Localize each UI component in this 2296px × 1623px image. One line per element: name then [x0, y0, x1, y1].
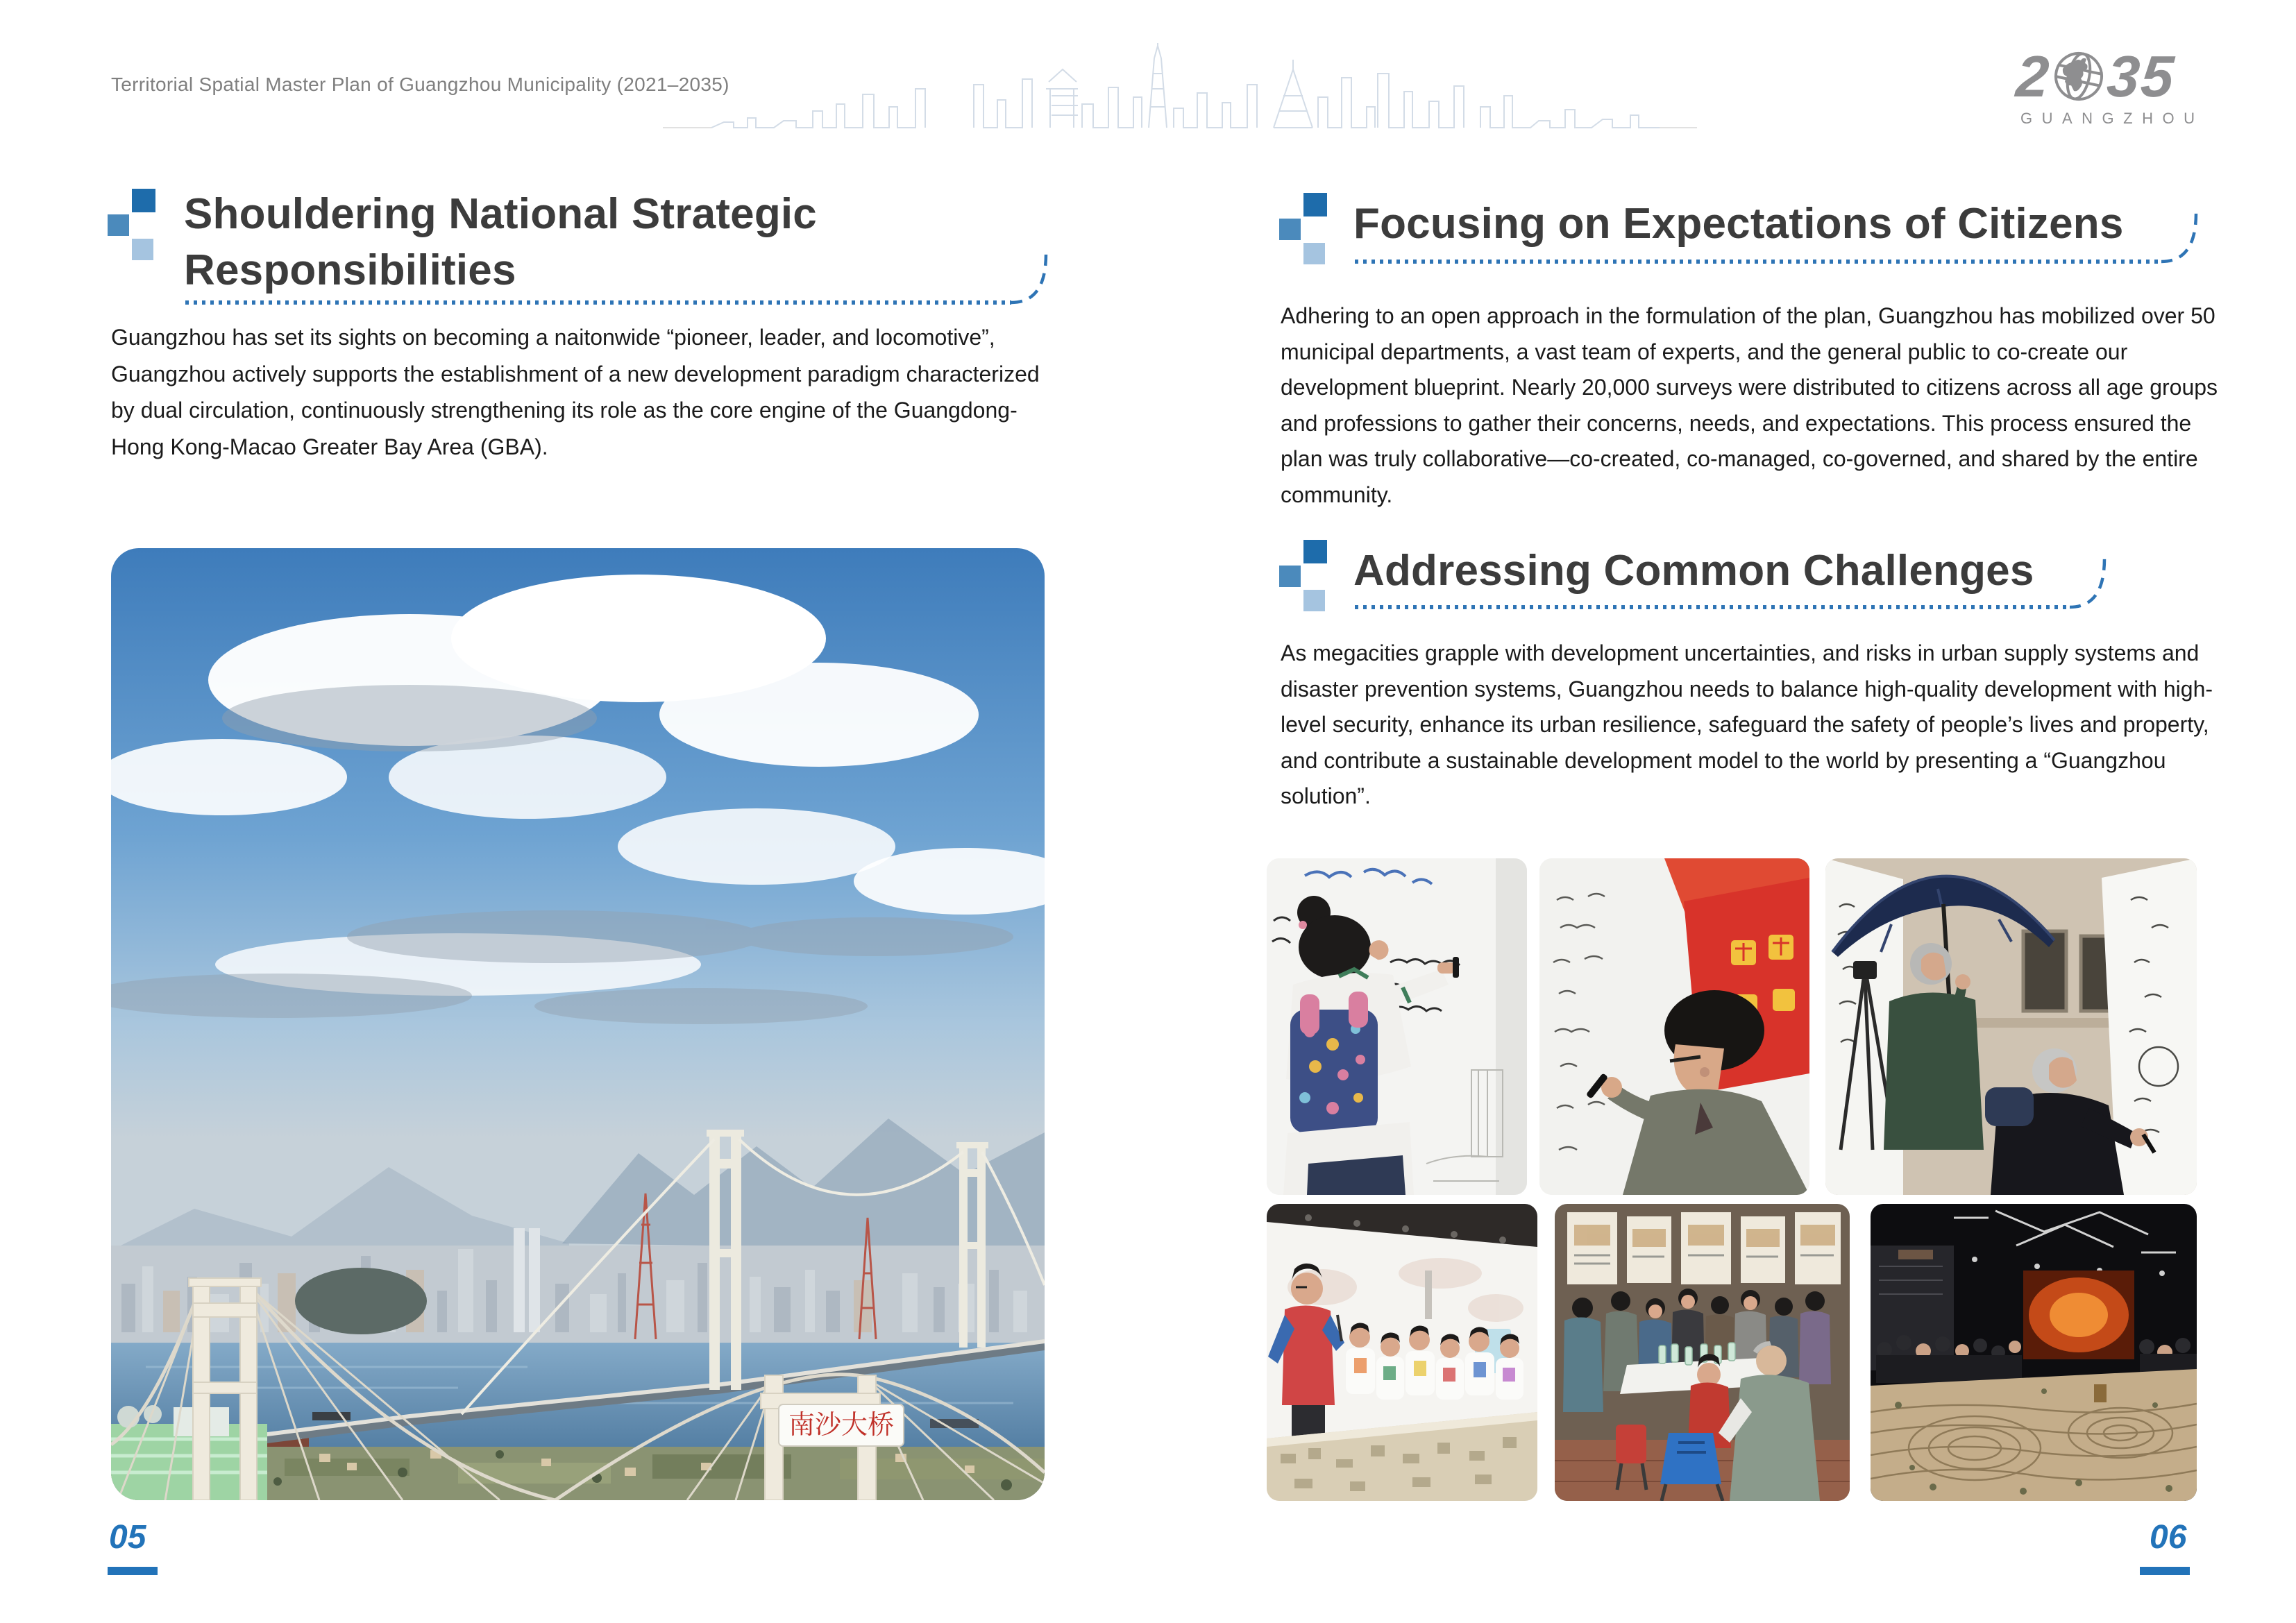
photo-student-writing-wall: [1267, 858, 1527, 1195]
page-number-left: 05: [109, 1519, 146, 1556]
globe-icon: [2053, 51, 2104, 102]
photo-man-writing-banner: [1539, 858, 1809, 1195]
section-body-addressing: As megacities grapple with development uncertainties, and risks in urban supply systems and disaster prevention systems, Guangzhou needs to balance high-quality development with high-level security, enhance its urban resilience, safeguard the safety of people’s lives and property, and contribute a sustainable development model to the world by presenting a “Guangzhou solution”.: [1281, 640, 2213, 808]
photo-museum-terrain-model: [1871, 1204, 2197, 1501]
bridge-sign-text: 南沙大桥: [788, 1411, 895, 1440]
logo-digits-35: 35: [2104, 44, 2177, 109]
section-underline: [184, 244, 1052, 308]
photo-community-meeting: [1555, 1204, 1850, 1501]
section-underline: [1353, 549, 2110, 613]
section-body-shouldering: Guangzhou has set its sights on becoming a naitonwide “pioneer, leader, and locomotive”, Guangzhou actively supports the establishment of a new development paradigm characterized by dual circulation, continuously strengthening its role as the core engine of the Guangdong-Hong Kong-Macao Greater Bay Area (GBA).: [111, 325, 1040, 459]
photo-exhibition-children-model: [1267, 1204, 1537, 1501]
page-number-underline-right: [2140, 1567, 2190, 1575]
page-number-right: 06: [2150, 1519, 2187, 1556]
logo-2035-guangzhou: [2014, 44, 2204, 128]
section-title-focusing: Focusing on Expectations of Citizens: [1353, 200, 2124, 248]
section-body-focusing: Adhering to an open approach in the formulation of the plan, Guangzhou has mobilized over 50 municipal departments, a vast team of experts, and the general public to co-create our development blueprint. Nearly 20,000 surveys were distributed to citizens across all age groups and professions to gather their concerns, needs, and expectations. This process ensured the plan was truly collaborative—co-created, co-managed, co-governed, and shared by the entire community.: [1281, 303, 2218, 507]
section-underline: [1353, 203, 2202, 267]
logo-subtitle: GUANGZHOU: [2020, 110, 2204, 127]
photo-seniors-umbrella-writing: [1825, 858, 2197, 1195]
page-number-underline-left: [108, 1567, 158, 1575]
photo-nansha-bridge: [111, 548, 1045, 1500]
section-title-shouldering: Shouldering National Strategic Responsibilities: [184, 190, 817, 294]
section-squares-motif: [1276, 186, 1328, 266]
section-squares-motif: [104, 182, 156, 262]
logo-digit-2: 2: [2014, 44, 2053, 109]
document-header-title: Territorial Spatial Master Plan of Guangzhou Municipality (2021–2035): [111, 74, 729, 95]
section-squares-motif: [1276, 533, 1328, 613]
guangzhou-skyline-graphic: [663, 43, 1697, 137]
section-title-addressing: Addressing Common Challenges: [1353, 547, 2034, 595]
